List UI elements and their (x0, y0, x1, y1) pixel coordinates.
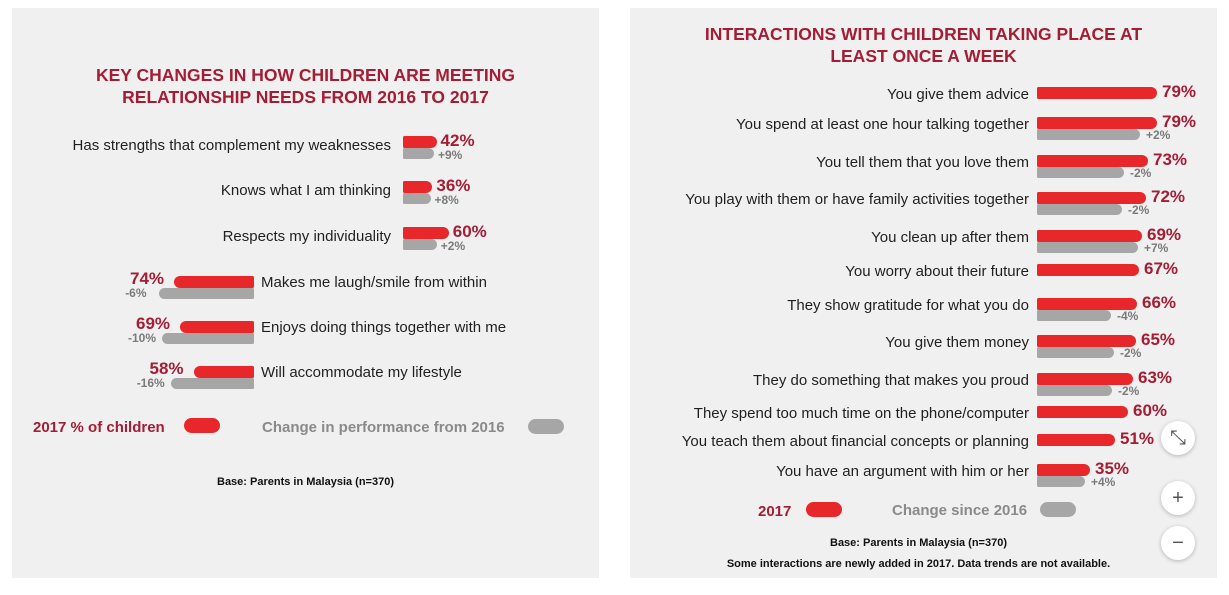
value-label-change: -2% (1120, 346, 1142, 360)
value-label-change: -6% (125, 286, 147, 300)
value-label-change: +2% (1146, 128, 1171, 142)
bar-change (1037, 347, 1114, 358)
value-label-change: -2% (1130, 166, 1152, 180)
category-label: They do something that makes you proud (753, 372, 1029, 389)
bar-2017 (1037, 230, 1142, 242)
category-label: You teach them about financial concepts or planning (681, 433, 1029, 450)
bar-change (403, 239, 437, 250)
legend-2017-label: 2017 (758, 503, 792, 520)
legend-change-label: Change in performance from 2016 (262, 419, 505, 436)
bar-2017 (1037, 434, 1115, 446)
legend-2017-swatch (806, 502, 842, 517)
value-label-2017: 66% (1142, 293, 1177, 312)
bar-2017 (403, 181, 432, 193)
category-label: You worry about their future (845, 263, 1029, 280)
value-label-2017: 69% (1147, 225, 1182, 244)
category-label: You have an argument with him or her (776, 463, 1029, 480)
left-chart-panel (12, 8, 599, 578)
bar-2017 (180, 321, 254, 333)
value-label-change: +7% (1144, 241, 1169, 255)
category-label: Respects my individuality (222, 228, 391, 245)
left-base-note: Base: Parents in Malaysia (n=370) (217, 476, 394, 488)
category-label: Knows what I am thinking (220, 182, 391, 199)
category-label: Will accommodate my lifestyle (261, 364, 462, 381)
bar-change (1037, 204, 1122, 215)
value-label-change: -16% (136, 376, 165, 390)
value-label-2017: 72% (1151, 187, 1186, 206)
value-label-change: +4% (1091, 475, 1116, 489)
zoom-in-icon[interactable]: + (1161, 481, 1195, 515)
legend-2017-swatch (184, 418, 220, 433)
value-label-change: -4% (1117, 309, 1139, 323)
bar-2017 (403, 227, 449, 239)
bar-2017 (194, 366, 255, 378)
value-label-2017: 73% (1153, 150, 1188, 169)
category-label: You tell them that you love them (816, 154, 1029, 171)
category-label: Has strengths that complement my weaknesses (72, 137, 391, 154)
value-label-change: -2% (1128, 203, 1150, 217)
bar-change (1037, 129, 1140, 140)
category-label: Makes me laugh/smile from within (261, 274, 487, 291)
bar-change (1037, 310, 1111, 321)
legend-change-swatch (1040, 502, 1076, 517)
left-title-line1: KEY CHANGES IN HOW CHILDREN ARE MEETING (95, 65, 516, 85)
bar-change (1037, 385, 1112, 396)
value-label-2017: 36% (436, 176, 471, 195)
value-label-2017: 79% (1162, 112, 1197, 131)
value-label-2017: 63% (1138, 368, 1173, 387)
value-label-2017: 65% (1141, 330, 1176, 349)
bar-change (403, 148, 434, 159)
value-label-2017: 69% (136, 314, 171, 333)
left-chart-title (12, 64, 599, 108)
value-label-2017: 60% (1133, 401, 1168, 420)
category-label: They spend too much time on the phone/computer (693, 405, 1029, 422)
right-title-line1: INTERACTIONS WITH CHILDREN TAKING PLACE AT (704, 24, 1143, 44)
category-label: You spend at least one hour talking together (736, 116, 1029, 133)
bar-change (162, 333, 254, 344)
value-label-2017: 60% (452, 222, 487, 241)
category-label: You play with them or have family activities together (685, 191, 1029, 208)
bar-2017 (174, 276, 254, 288)
bar-change (1037, 167, 1124, 178)
category-label: You give them money (885, 334, 1029, 351)
value-label-change: -10% (128, 331, 157, 345)
bar-2017 (1037, 117, 1157, 129)
legend-change-swatch (528, 419, 564, 434)
bar-2017 (1037, 406, 1128, 418)
value-label-change: +9% (438, 148, 463, 162)
bar-change (171, 378, 254, 389)
right-base-note: Base: Parents in Malaysia (n=370) (830, 537, 1007, 549)
zoom-out-icon[interactable]: − (1161, 526, 1195, 560)
bar-2017 (403, 136, 437, 148)
bar-change (1037, 242, 1138, 253)
right-title-line2: LEAST ONCE A WEEK (830, 46, 1017, 66)
right-chart-panel (630, 8, 1217, 578)
bar-2017 (1037, 464, 1090, 476)
category-label: You give them advice (886, 86, 1029, 103)
legend-change-label: Change since 2016 (892, 502, 1028, 519)
value-label-2017: 58% (149, 359, 184, 378)
category-label: Enjoys doing things together with me (261, 319, 507, 336)
value-label-2017: 67% (1144, 259, 1179, 278)
value-label-2017: 74% (130, 269, 165, 288)
left-title-line2: RELATIONSHIP NEEDS FROM 2016 TO 2017 (122, 87, 489, 107)
value-label-2017: 35% (1095, 459, 1130, 478)
collapse-icon[interactable]: ⤡ (1161, 421, 1195, 455)
category-label: You clean up after them (871, 229, 1029, 246)
bar-change (1037, 476, 1085, 487)
value-label-change: +8% (434, 193, 459, 207)
right-footnote: Some interactions are newly added in 2017. Data trends are not available. (726, 558, 1111, 570)
value-label-change: -2% (1118, 384, 1140, 398)
right-chart-title (630, 23, 1217, 67)
value-label-change: +2% (440, 239, 466, 253)
value-label-2017: 51% (1120, 429, 1155, 448)
value-label-2017: 79% (1162, 82, 1197, 101)
value-label-2017: 42% (440, 131, 475, 150)
bar-change (159, 288, 254, 299)
bar-change (403, 193, 431, 204)
bar-2017 (1037, 264, 1139, 276)
legend-2017-label: 2017 % of children (33, 419, 165, 436)
category-label: They show gratitude for what you do (787, 297, 1029, 314)
bar-2017 (1037, 87, 1157, 99)
